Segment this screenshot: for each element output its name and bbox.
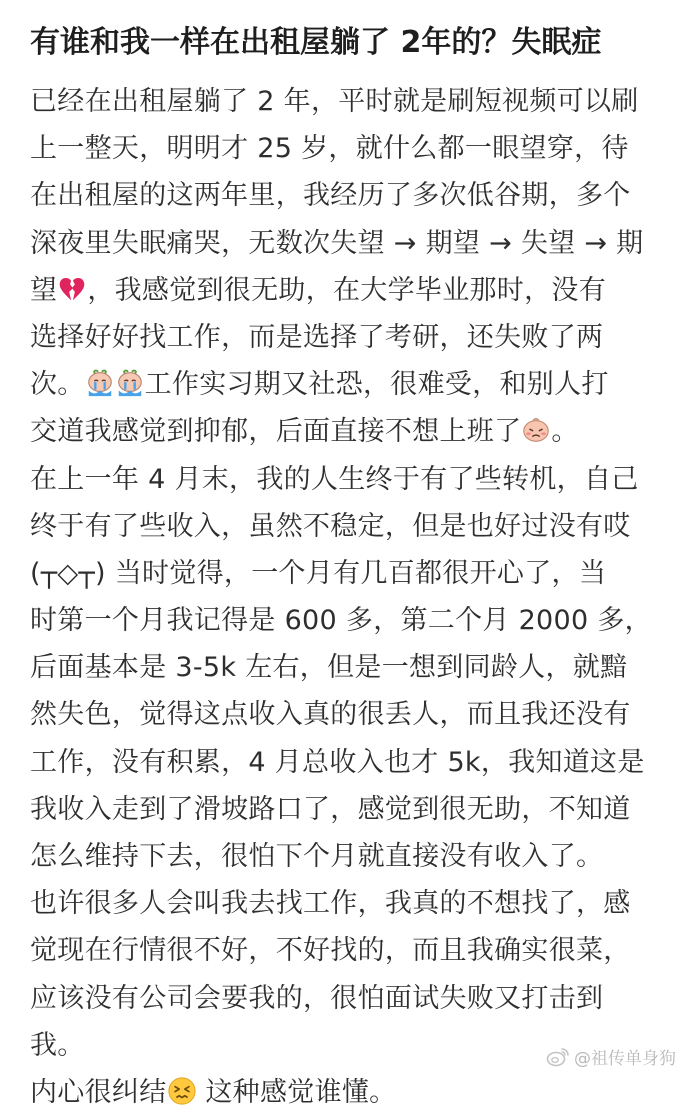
post-text: 次。 (30, 369, 85, 401)
post-body-line (30, 975, 670, 1022)
post-body-line (30, 408, 670, 455)
broken-heart-emoji-icon (57, 274, 87, 304)
post-text: 工作实习期又社恐，很难受，和别人打 (144, 369, 609, 401)
crying-bun-emoji-icon (115, 368, 145, 398)
post-body (30, 78, 670, 1116)
post-text: 选择好好找工作，而是选择了考研，还失败了两 (30, 321, 604, 353)
post-text: 也许很多人会叫我去找工作，我真的不想找了，感 (30, 888, 631, 920)
post-text: 深夜里失眠痛哭，无数次失望 → 期望 → 失望 → 期 (30, 227, 644, 259)
post-text: 后面基本是 3-5k 左右，但是一想到同龄人，就黯 (30, 652, 628, 684)
post-body-line (30, 644, 670, 691)
post-body-line (30, 597, 670, 644)
post-text: 怎么维持下去，很怕下个月就直接没有收入了。 (30, 841, 604, 872)
post-text: 我。 (30, 1029, 85, 1061)
post-body-line (30, 361, 670, 408)
post-text: 时第一个月我记得是 600 多，第二个月 2000 多， (30, 605, 652, 637)
post-body-line (30, 267, 670, 314)
confounded-face-emoji-icon (167, 1076, 197, 1106)
post-text: 内心很纠结 (30, 1076, 167, 1108)
post-text: ，我感觉到很无助，在大学毕业那时，没有 (87, 274, 607, 306)
post-body-line (30, 550, 670, 597)
post-text: 应该没有公司会要我的，很怕面试失败又打击到 (30, 982, 604, 1014)
post-text: 交道我感觉到抑郁，后面直接不想上班了 (30, 416, 522, 448)
watermark-text: @祖传单身狗 (574, 1049, 676, 1069)
post-body-line (30, 927, 670, 974)
post-body-line (30, 880, 670, 927)
post-body-line (30, 739, 670, 786)
post-body-line (30, 1069, 670, 1116)
post-body-line (30, 691, 670, 738)
post-body-line (30, 125, 670, 172)
post-text: 上一整天，明明才 25 岁，就什么都一眼望穿，待 (30, 133, 629, 165)
post-body-line (30, 786, 670, 833)
post-body-line (30, 220, 670, 267)
post-text: (┬◇┬) 当时觉得，一个月有几百都很开心了，当 (30, 557, 607, 589)
post-text: 觉现在行情很不好，不好找的，而且我确实很菜， (30, 935, 631, 967)
post-body-line (30, 172, 670, 219)
post-text: 我收入走到了滑坡路口了，感觉到很无助，不知道 (30, 793, 631, 825)
post-text: 望 (30, 274, 58, 306)
crying-bun-emoji-icon (85, 368, 115, 398)
post-text: 工作，没有积累，4 月总收入也才 5k，我知道这是 (30, 746, 645, 778)
post-body-line (30, 503, 670, 550)
post-body-line (30, 314, 670, 361)
post-title: 有谁和我一样在出租屋躺了 2年的？失眠症 (30, 25, 602, 60)
sad-bun-emoji-icon (521, 415, 551, 445)
post-body-line (30, 833, 670, 880)
weibo-logo-icon (546, 1046, 570, 1068)
post-body-line (30, 456, 670, 503)
post-text: 。 (551, 416, 579, 448)
post-text: 在上一年 4 月末，我的人生终于有了些转机，自己 (30, 463, 639, 495)
watermark (546, 1044, 676, 1069)
post-text: 终于有了些收入，虽然不稳定，但是也好过没有哎 (30, 510, 631, 542)
post-text: 然失色，觉得这点收入真的很丢人，而且我还没有 (30, 699, 631, 731)
post-text: 在出租屋的这两年里，我经历了多次低谷期，多个 (30, 180, 631, 212)
post-text: 已经在出租屋躺了 2 年，平时就是刷短视频可以刷 (30, 86, 639, 117)
post-body-line (30, 78, 670, 125)
post-text: 这种感觉谁懂。 (196, 1076, 397, 1108)
